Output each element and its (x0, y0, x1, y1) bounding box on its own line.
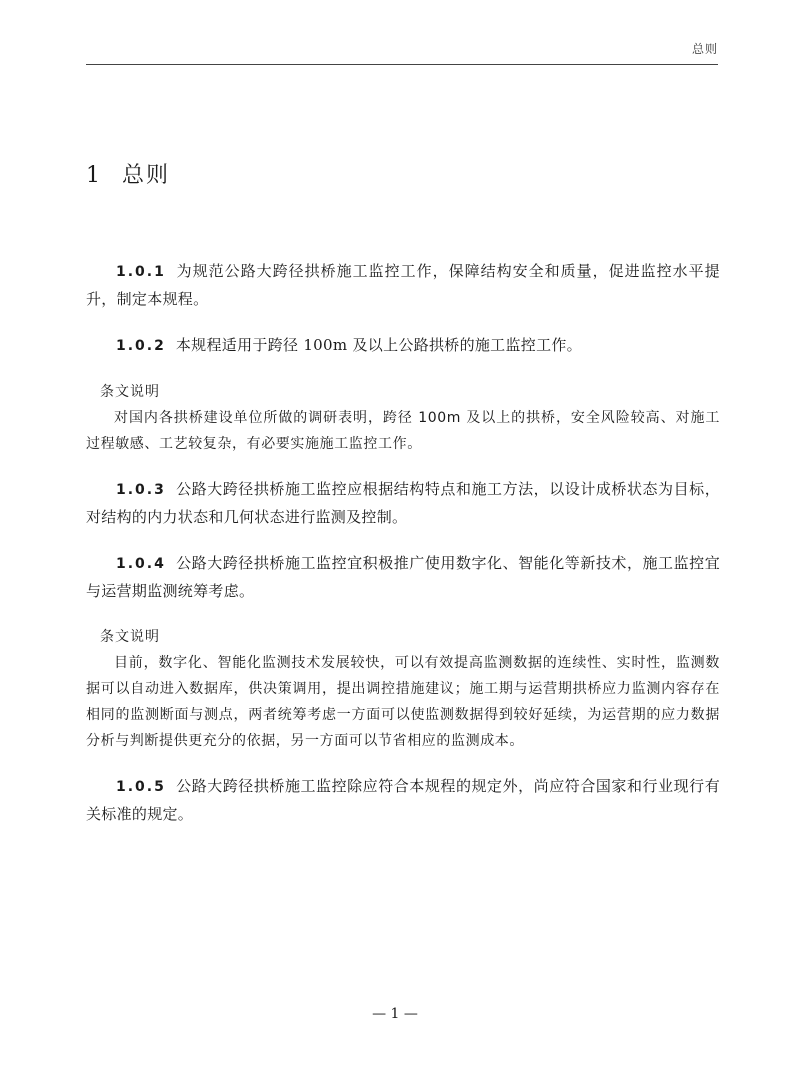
clause-1-0-1 (86, 258, 720, 313)
clause-number: 1.0.4 (116, 556, 166, 572)
chapter-title-text: 总则 (122, 163, 171, 188)
clause-text: 为规范公路大跨径拱桥施工监控工作，保障结构安全和质量，促进监控水平提升，制定本规程。 (86, 262, 720, 308)
commentary-text: 目前，数字化、智能化监测技术发展较快，可以有效提高监测数据的连续性、实时性，监测数据可以自动进入数据库，供决策调用，提出调控措施建议；施工期与运营期拱桥应力监测内容存在相同的监测断面与测点，两者统筹考虑一方面可以使监测数据得到较好延续，为运营期的应力数据分析与判断提供更充分的依据，另一方面可以节省相应的监测成本。 (86, 655, 720, 749)
clause-text: 公路大跨径拱桥施工监控除应符合本规程的规定外，尚应符合国家和行业现行有关标准的规定。 (86, 777, 720, 823)
clause-text: 公路大跨径拱桥施工监控宜积极推广使用数字化、智能化等新技术，施工监控宜与运营期监测统筹考虑。 (86, 554, 720, 600)
commentary-1-0-2 (86, 379, 720, 457)
chapter-title (86, 158, 170, 189)
clause-number: 1.0.3 (116, 482, 166, 498)
commentary-heading: 条文说明 (100, 384, 160, 400)
clause-1-0-4 (86, 550, 720, 605)
clause-text: 公路大跨径拱桥施工监控应根据结构特点和施工方法，以设计成桥状态为目标，对结构的内力状态和几何状态进行监测及控制。 (86, 480, 720, 526)
clause-text: 本规程适用于跨径 100m 及以上公路拱桥的施工监控工作。 (175, 336, 582, 354)
commentary-text: 对国内各拱桥建设单位所做的调研表明，跨径 100m 及以上的拱桥，安全风险较高、对施工过程敏感、工艺较复杂，有必要实施施工监控工作。 (86, 410, 720, 452)
clause-1-0-2 (86, 332, 720, 360)
document-body (86, 258, 720, 847)
header-rule (86, 64, 718, 65)
commentary-1-0-4 (86, 624, 720, 754)
clause-1-0-3 (86, 476, 720, 531)
clause-number: 1.0.2 (116, 338, 166, 354)
page-number: — 1 — (372, 1006, 418, 1022)
clause-1-0-5 (86, 773, 720, 828)
commentary-heading: 条文说明 (100, 629, 160, 645)
clause-number: 1.0.1 (116, 264, 166, 280)
clause-number: 1.0.5 (116, 779, 166, 795)
chapter-number: 1 (86, 163, 102, 188)
running-header: 总则 (691, 42, 718, 56)
